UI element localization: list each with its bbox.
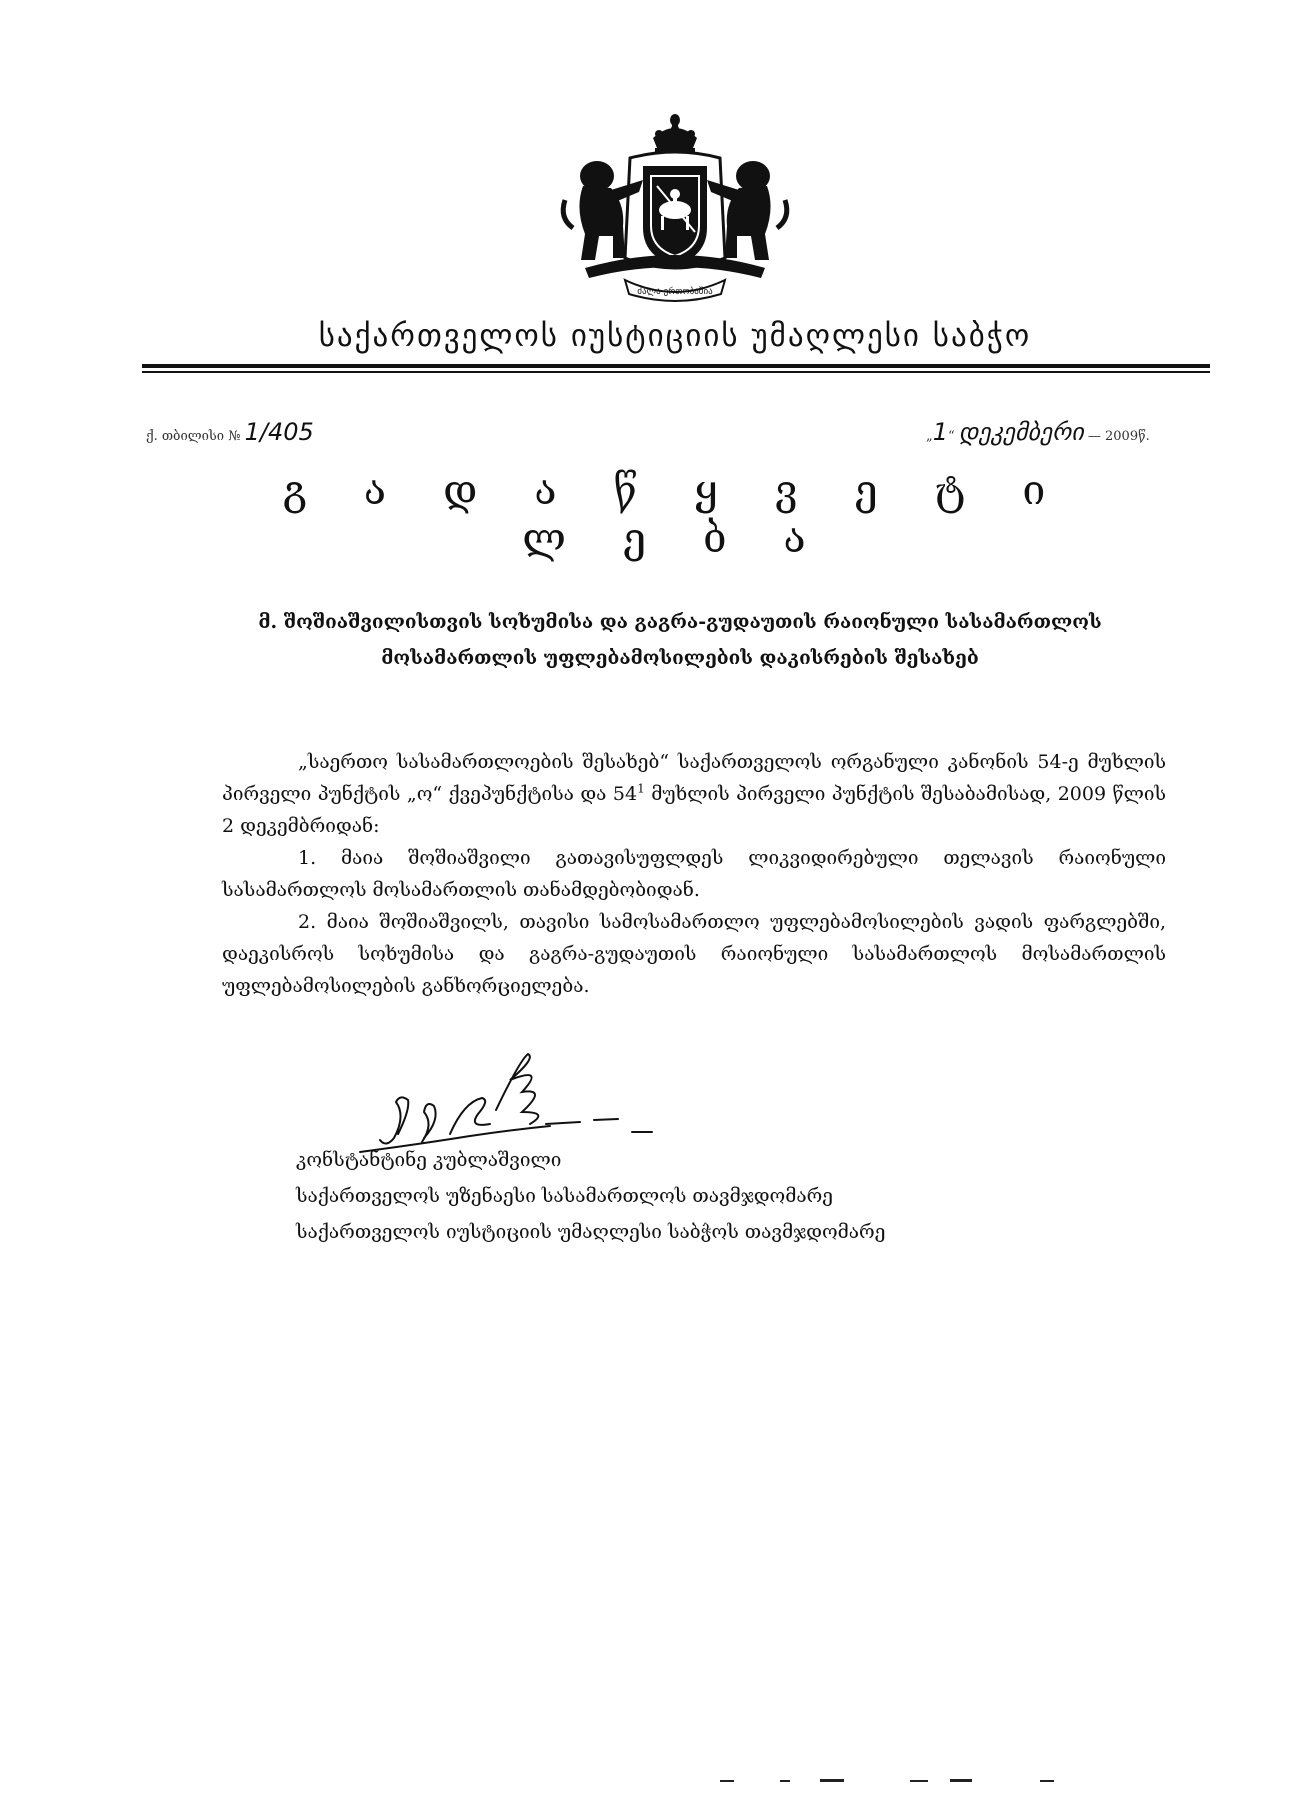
signatory-name: კონსტანტინე კუბლაშვილი: [296, 1149, 562, 1171]
date-day: 1: [932, 418, 949, 446]
decision-item-1: 1. მაია შოშიაშვილი გათავისუფლდეს ლიკვიდირებული თელავის რაიონული სასამართლოს მოსამართლის თანამდებობიდან.: [222, 847, 1166, 901]
document-date: „1“ დეკემბერი — 2009წ.: [926, 418, 1150, 446]
signatory-position-2: საქართველოს იუსტიციის უმაღლესი საბჭოს თავმჯდომარე: [296, 1221, 886, 1243]
document-title: გ ა დ ა წ ყ ვ ე ტ ი ლ ე ბ ა: [282, 466, 1068, 562]
institution-name: საქართველოს იუსტიციის უმაღლესი საბჭო: [318, 318, 1032, 354]
scan-edge-marks: [720, 1776, 1060, 1786]
document-subject: [200, 604, 1160, 676]
signatory-position-1: საქართველოს უზენაესი სასამართლოს თავმჯდომარე: [296, 1185, 833, 1207]
intro-paragraph: „საერთო სასამართლოების შესახებ“ საქართველოს ორგანული კანონის 54-ე მუხლის პირველი პუნქტის „ო“ ქვეპუნქტისა და $54^1$ მუხლის პირველი პუნქტის შესაბამისად, 2009 წლის 2 დეკემბრიდან:: [222, 751, 1166, 837]
header-rule-thick: [142, 364, 1210, 368]
subject-line-1: მ. შოშიაშვილისთვის სოხუმისა და გაგრა-გუდაუთის რაიონული სასამართლოს: [258, 611, 1102, 633]
decision-item-2: 2. მაია შოშიაშვილს, თავისი სამოსამართლო უფლებამოსილების ვადის ფარგლებში, დაეკისროს სოხუმისა და გაგრა-გუდაუთის რაიონული სასამართლოს მოსამართლის უფლებამოსილების განხორციელება.: [222, 911, 1166, 997]
subject-line-2: მოსამართლის უფლებამოსილების დაკისრების შესახებ: [381, 647, 979, 669]
document-number: [146, 418, 314, 446]
number-label: ქ. თბილისი №: [146, 429, 241, 444]
emblem-motto: ძალა ერთობაშია: [637, 287, 713, 297]
header-rule-thin: [142, 371, 1210, 373]
date-month: დეკემბერი: [958, 418, 1084, 446]
number-value: 1/405: [244, 418, 314, 446]
document-body: [222, 746, 1166, 1002]
coat-of-arms-emblem: [555, 108, 795, 308]
signatory-block: [296, 1142, 1056, 1250]
date-year: 2009წ.: [1105, 429, 1150, 444]
